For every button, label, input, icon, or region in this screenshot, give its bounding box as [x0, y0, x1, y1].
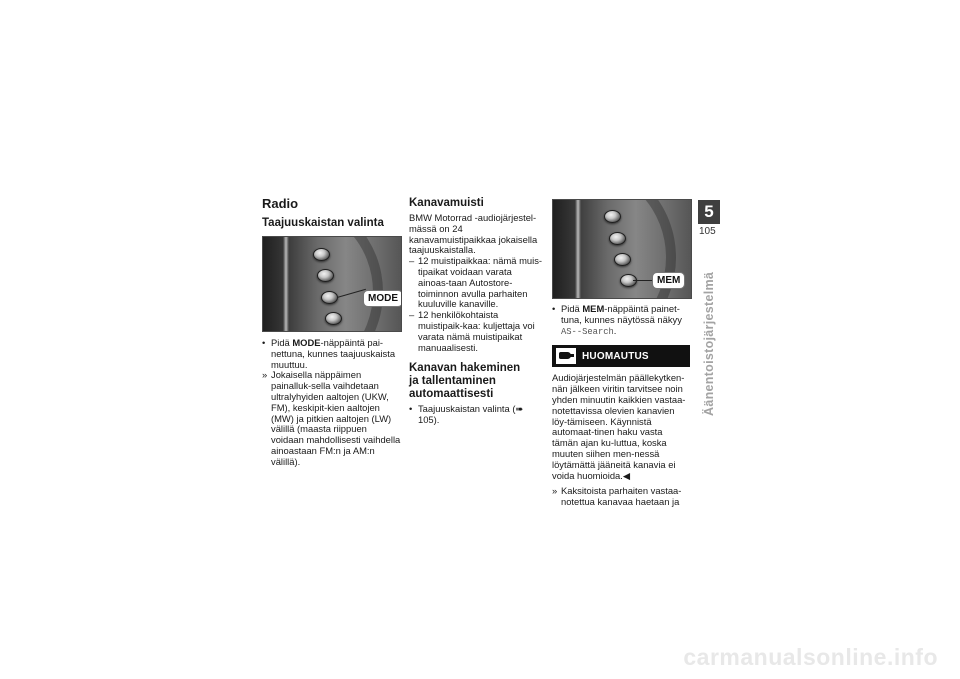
- mem-key-name: MEM: [582, 303, 605, 314]
- switch-button-icon: [313, 248, 330, 261]
- bullet-marker: •: [552, 303, 556, 314]
- switch-button-icon: [604, 210, 621, 223]
- site-watermark: carmanualsonline.info: [683, 644, 938, 670]
- memory-intro: BMW Motorrad -audiojärjestel-mässä on 24 kanavamuistipaikkaa jokaisella taajuuskaistalla.: [409, 212, 538, 256]
- result-marker: »: [262, 369, 268, 381]
- mem-button-photo: [552, 199, 692, 299]
- switch-button-icon: [609, 232, 626, 245]
- mode-callout-label: MODE: [363, 290, 402, 307]
- dash-item: – 12 muistipaikkaa: nämä muis-tipaikat voidaan varata ainoas-taan Autostore-toiminnon avulla parhaiten kuuluville kanaville.: [409, 255, 543, 310]
- result-item: » Kaksitoista parhaiten vastaa-notettua kanavaa haetaan ja: [552, 485, 682, 508]
- column-middle: [409, 196, 545, 426]
- mode-switch-button-icon: [325, 312, 342, 325]
- switch-button-icon: [614, 253, 631, 266]
- chapter-title-vertical: Äänentoistojärjestelmä: [702, 272, 716, 417]
- switch-button-icon: [317, 269, 334, 282]
- instruction-bullet: • Pidä MEM-näppäintä painet-tuna, kunnes näytössä näkyy AS--Search.: [552, 303, 682, 337]
- page-reference-link[interactable]: Taajuuskaistan valinta (➠ 105).: [418, 403, 524, 426]
- mode-button-photo: [262, 236, 402, 332]
- column-left: [262, 196, 402, 468]
- mode-key-name: MODE: [292, 337, 321, 348]
- result-item: » Jokaisella näppäimen painalluk-sella vaihdetaan ultralyhyiden aaltojen (UKW, FM), keskipit-kien aaltojen (MW) ja pitkien aaltojen (LW) välillä (maasta riippuen voidaan mahdollisesti vaihdella ainoastaan FM:n ja AM:n välillä).: [262, 369, 401, 467]
- pointing-hand-icon: [556, 348, 576, 364]
- bullet-marker: •: [409, 403, 413, 415]
- section-title: Radio: [262, 196, 299, 211]
- auto-search-subtitle: Kanavan hakeminen ja tallentaminen automaattisesti: [409, 362, 521, 401]
- mem-callout-label: MEM: [652, 272, 685, 289]
- page-number: 105: [699, 226, 716, 237]
- dash-marker: –: [409, 255, 415, 267]
- dash-item: – 12 henkilökohtaista muistipaik-kaa: kuljettaja voi varata nämä muistipaikat manuaalisesti.: [409, 309, 535, 353]
- note-label: HUOMAUTUS: [582, 350, 649, 362]
- note-text: Audiojärjestelmän päällekytken-nän jälkeen viritin tarvitsee noin yhden minuutin kaikkien vastaa-notettavissa olevien kanavien löy-tämiseen. Käynnistä automaat-tinen haku vasta tämän ajan ku-luttua, koska muuten siihen men-nessä löytämättä jääneitä kanavia ei voida huomioida.◀: [552, 372, 686, 481]
- result-marker: »: [552, 485, 558, 497]
- chapter-number-badge: 5: [698, 200, 720, 224]
- instruction-bullet: • Pidä MODE-näppäintä pai-nettuna, kunnes taajuuskaista muuttuu.: [262, 337, 396, 370]
- display-readout: AS--Search: [561, 326, 614, 337]
- dash-marker: –: [409, 309, 415, 321]
- switch-button-icon: [321, 291, 338, 304]
- memory-subtitle: Kanavamuisti: [409, 197, 484, 209]
- section-subtitle: Taajuuskaistan valinta: [262, 217, 384, 229]
- column-right: [552, 196, 690, 508]
- note-header: [552, 345, 690, 367]
- instruction-bullet: [409, 404, 545, 426]
- bullet-marker: •: [262, 337, 266, 348]
